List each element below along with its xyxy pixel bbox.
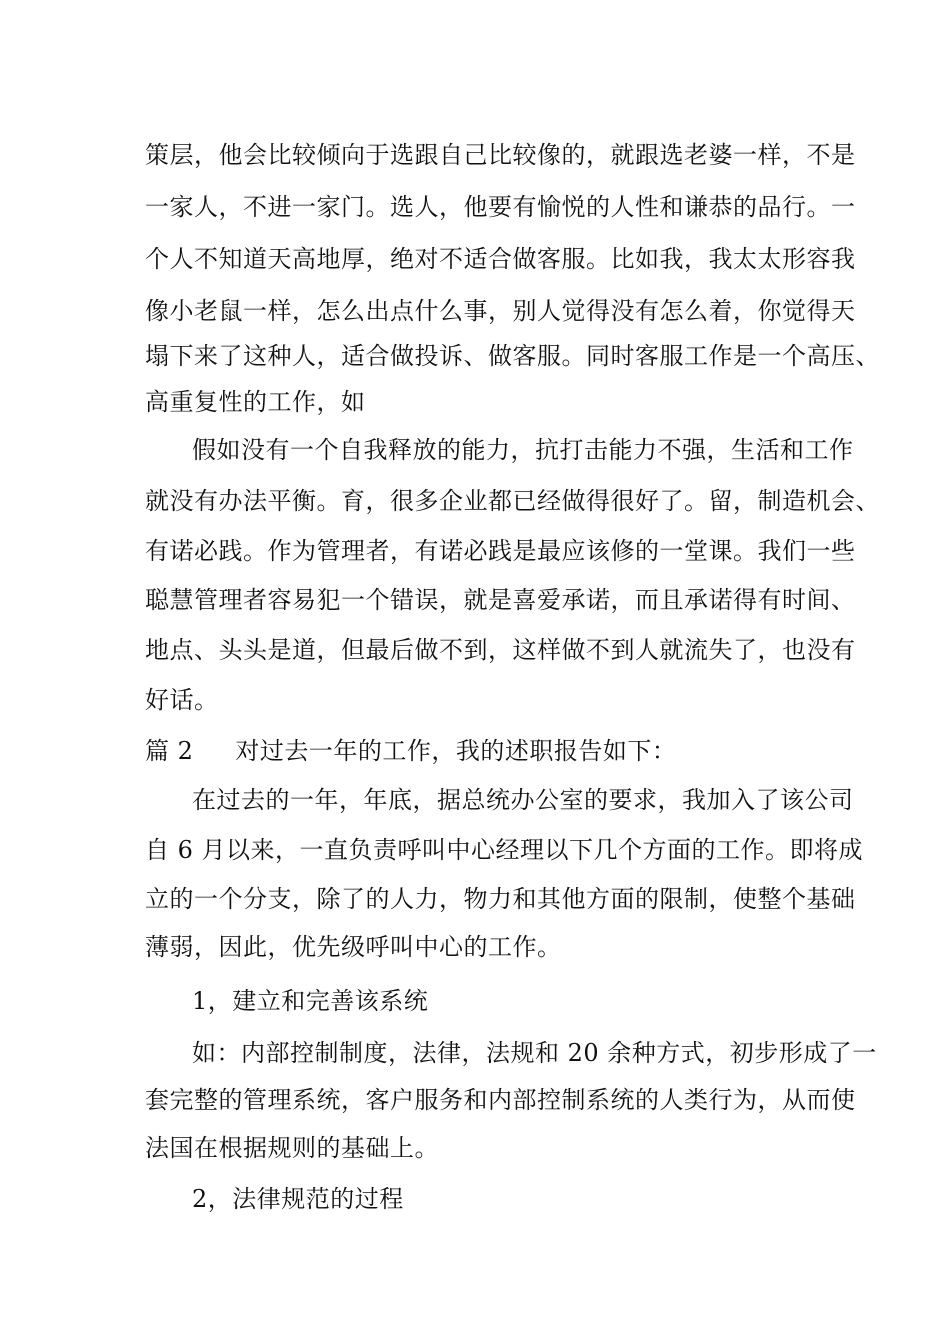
paragraph-2-line-1: 假如没有一个自我释放的能力，抗打击能力不强，生活和工作 (192, 436, 854, 464)
item-1-line-3: 法国在根据规则的基础上。 (145, 1134, 439, 1162)
paragraph-2-line-3: 有诺必践。作为管理者，有诺必践是最应该修的一堂课。我们一些 (145, 537, 856, 565)
paragraph-2-line-4: 聪慧管理者容易犯一个错误，就是喜爱承诺，而且承诺得有时间、 (145, 586, 856, 614)
section-2-label: 篇 2 (145, 737, 194, 765)
item-1-heading: 1，建立和完善该系统 (192, 987, 429, 1015)
paragraph-3-line-3: 立的一个分支，除了的人力，物力和其他方面的限制，使整个基础 (145, 885, 856, 913)
item-2-heading: 2，法律规范的过程 (192, 1185, 404, 1213)
paragraph-2-line-6: 好话。 (145, 686, 219, 714)
paragraph-1-line-2: 一家人，不进一家门。选人，他要有愉悦的人性和谦恭的品行。一 (145, 193, 856, 221)
paragraph-1-line-1: 策层，他会比较倾向于选跟自己比较像的，就跟选老婆一样，不是 (145, 141, 856, 169)
paragraph-2-line-2: 就没有办法平衡。育，很多企业都已经做得很好了。留，制造机会、 (145, 487, 880, 515)
paragraph-1-line-4: 像小老鼠一样，怎么出点什么事，别人觉得没有怎么着，你觉得天 (145, 297, 856, 325)
paragraph-3-line-2: 自 6 月以来，一直负责呼叫中心经理以下几个方面的工作。即将成 (145, 836, 864, 864)
item-1-line-2: 套完整的管理系统，客户服务和内部控制系统的人类行为，从而使 (145, 1086, 856, 1114)
section-2-heading (145, 735, 676, 767)
paragraph-1-line-5: 塌下来了这种人，适合做投诉、做客服。同时客服工作是一个高压、 (145, 342, 880, 370)
section-2-intro: 对过去一年的工作，我的述职报告如下： (235, 737, 677, 765)
paragraph-1-line-6: 高重复性的工作，如 (145, 388, 366, 416)
item-1-line-1: 如：内部控制制度，法律，法规和 20 余种方式，初步形成了一 (192, 1039, 877, 1067)
paragraph-3-line-4: 薄弱，因此，优先级呼叫中心的工作。 (145, 933, 562, 961)
paragraph-2-line-5: 地点、头头是道，但最后做不到，这样做不到人就流失了，也没有 (145, 636, 856, 664)
paragraph-1-line-3: 个人不知道天高地厚，绝对不适合做客服。比如我，我太太形容我 (145, 245, 856, 273)
paragraph-3-line-1: 在过去的一年，年底，据总统办公室的要求，我加入了该公司 (192, 786, 854, 814)
